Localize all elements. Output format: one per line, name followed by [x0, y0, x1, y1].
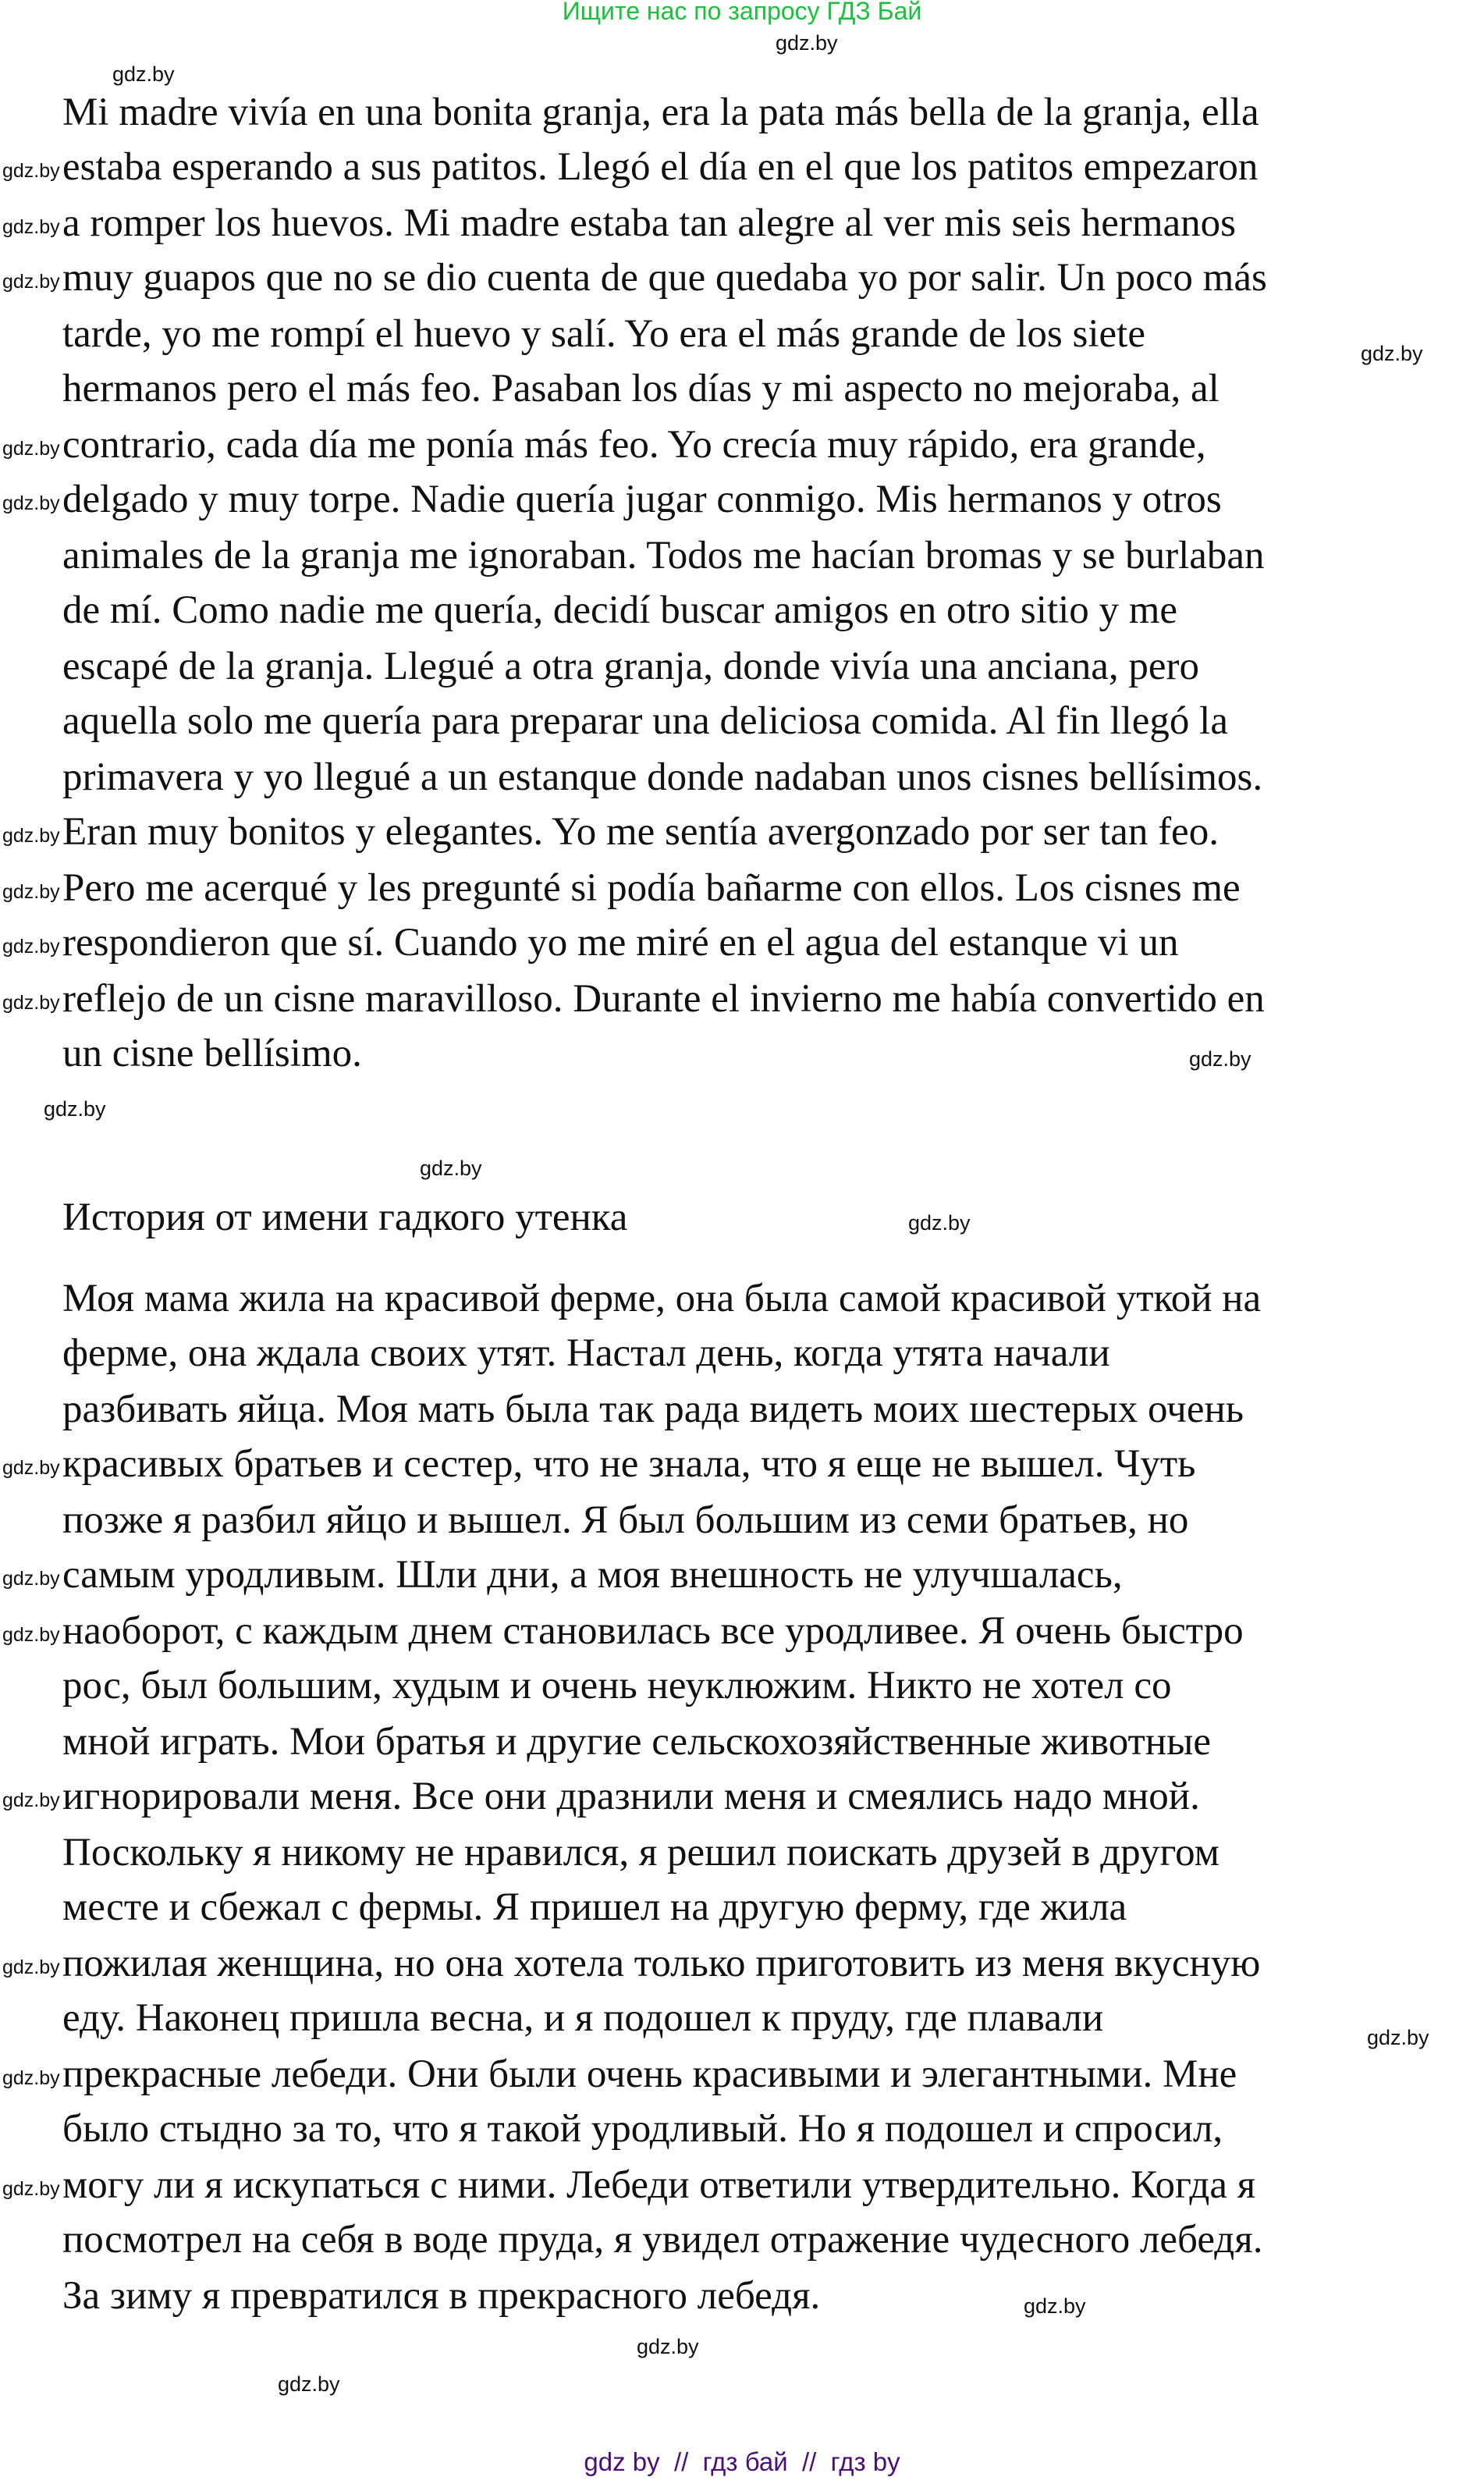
spanish-text-line: contrario, cada día me ponía más feo. Yo crecía muy rápido, era grande,	[62, 423, 1206, 467]
watermark: gdz.by	[2, 2067, 60, 2089]
russian-text-line: мной играть. Мои братья и другие сельскохозяйственные животные	[62, 1720, 1212, 1764]
watermark: gdz.by	[637, 2335, 699, 2358]
spanish-text-line: animales de la granja me ignoraban. Todos me hacían bromas y se burlaban	[62, 534, 1265, 577]
watermark: gdz.by	[1367, 2026, 1429, 2049]
search-banner: Ищите нас по запросу ГДЗ Бай	[562, 0, 922, 25]
spanish-text-line: un cisne bellísimo.	[62, 1032, 362, 1075]
spanish-text-line: respondieron que sí. Cuando yo me miré en el agua del estanque vi un	[62, 921, 1179, 965]
russian-text-line: ферме, она ждала своих утят. Настал день, когда утята начали	[62, 1331, 1110, 1375]
watermark: gdz.by	[2, 438, 60, 460]
spanish-text-line: primavera y yo llegué a un estanque donde nadaban unos cisnes bellísimos.	[62, 755, 1263, 799]
watermark: gdz.by	[2, 1956, 60, 1978]
watermark: gdz.by	[2, 160, 60, 182]
watermark: gdz.by	[2, 881, 60, 903]
spanish-text-line: tarde, yo me rompí el huevo y salí. Yo era el más grande de los siete	[62, 312, 1145, 356]
russian-text-line: Моя мама жила на красивой ферме, она была самой красивой уткой на	[62, 1277, 1262, 1320]
russian-text-line: пожилая женщина, но она хотела только приготовить из меня вкусную	[62, 1942, 1261, 1985]
footer-links[interactable]: gdz by // гдз бай // гдз by	[584, 2447, 900, 2476]
russian-text-line: посмотрел на себя в воде пруда, я увидел отражение чудесного лебедя.	[62, 2218, 1263, 2262]
spanish-text-line: escapé de la granja. Llegué a otra granja, donde vivía una anciana, pero	[62, 645, 1200, 688]
watermark: gdz.by	[112, 62, 175, 86]
russian-text-line: За зиму я превратился в прекрасного лебедя.	[62, 2274, 821, 2318]
watermark: gdz.by	[1024, 2294, 1086, 2318]
watermark: gdz.by	[1189, 1047, 1251, 1071]
spanish-text-line: muy guapos que no se dio cuenta de que quedaba yo por salir. Un poco más	[62, 256, 1267, 300]
russian-text-line: прекрасные лебеди. Они были очень красивыми и элегантными. Мне	[62, 2052, 1237, 2096]
watermark: gdz.by	[2, 216, 60, 238]
watermark: gdz.by	[776, 31, 838, 55]
spanish-text-line: de mí. Como nadie me quería, decidí buscar amigos en otro sitio y me	[62, 588, 1178, 632]
russian-text-line: игнорировали меня. Все они дразнили меня и смеялись надо мной.	[62, 1775, 1200, 1818]
watermark: gdz.by	[2, 992, 60, 1014]
spanish-text-line: hermanos pero el más feo. Pasaban los días y mi aspecto no mejoraba, al	[62, 367, 1220, 410]
watermark: gdz.by	[2, 1457, 60, 1479]
watermark: gdz.by	[1361, 342, 1423, 365]
russian-text-line: могу ли я искупаться с ними. Лебеди ответили утвердительно. Когда я	[62, 2163, 1256, 2207]
russian-text-line: было стыдно за то, что я такой уродливый. Но я подошел и спросил,	[62, 2107, 1223, 2151]
spanish-text-line: reflejo de un cisne maravilloso. Durante el invierno me había convertido en	[62, 977, 1265, 1021]
watermark: gdz.by	[2, 2178, 60, 2200]
spanish-text-line: a romper los huevos. Mi madre estaba tan alegre al ver mis seis hermanos	[62, 201, 1237, 245]
watermark: gdz.by	[278, 2372, 340, 2396]
watermark: gdz.by	[2, 1789, 60, 1811]
watermark: gdz.by	[908, 1211, 971, 1235]
watermark: gdz.by	[2, 1568, 60, 1590]
watermark: gdz.by	[2, 492, 60, 514]
russian-text-line: самым уродливым. Шли дни, а моя внешность не улучшалась,	[62, 1553, 1123, 1597]
russian-text-line: еду. Наконец пришла весна, и я подошел к пруду, где плавали	[62, 1996, 1104, 2040]
spanish-text-line: estaba esperando a sus patitos. Llegó el día en el que los patitos empezaron	[62, 145, 1259, 189]
spanish-text-line: Eran muy bonitos y elegantes. Yo me sentía avergonzado por ser tan feo.	[62, 810, 1219, 854]
spanish-text-line: aquella solo me quería para preparar una deliciosa comida. Al fin llegó la	[62, 699, 1228, 743]
watermark: gdz.by	[2, 936, 60, 958]
russian-text-line: наоборот, с каждым днем становилась все уродливее. Я очень быстро	[62, 1609, 1244, 1653]
watermark: gdz.by	[2, 271, 60, 293]
russian-text-line: красивых братьев и сестер, что не знала, что я еще не вышел. Чуть	[62, 1442, 1196, 1486]
russian-text-line: месте и сбежал с фермы. Я пришел на другую ферму, где жила	[62, 1885, 1127, 1929]
russian-text-line: Поскольку я никому не нравился, я решил поискать друзей в другом	[62, 1831, 1220, 1874]
russian-title: История от имени гадкого утенка	[62, 1196, 628, 1239]
spanish-text-line: delgado y muy torpe. Nadie quería jugar conmigo. Mis hermanos y otros	[62, 478, 1222, 521]
watermark: gdz.by	[2, 825, 60, 847]
watermark: gdz.by	[44, 1097, 106, 1121]
watermark: gdz.by	[420, 1157, 482, 1180]
spanish-text-line: Pero me acerqué y les pregunté si podía bañarme con ellos. Los cisnes me	[62, 866, 1241, 910]
russian-text-line: рос, был большим, худым и очень неуклюжим. Никто не хотел со	[62, 1664, 1172, 1707]
russian-text-line: позже я разбил яйцо и вышел. Я был большим из семи братьев, но	[62, 1498, 1189, 1542]
spanish-text-line: Mi madre vivía en una bonita granja, era la pata más bella de la granja, ella	[62, 91, 1259, 134]
russian-text-line: разбивать яйца. Моя мать была так рада видеть моих шестерых очень	[62, 1388, 1244, 1431]
watermark: gdz.by	[2, 1624, 60, 1646]
